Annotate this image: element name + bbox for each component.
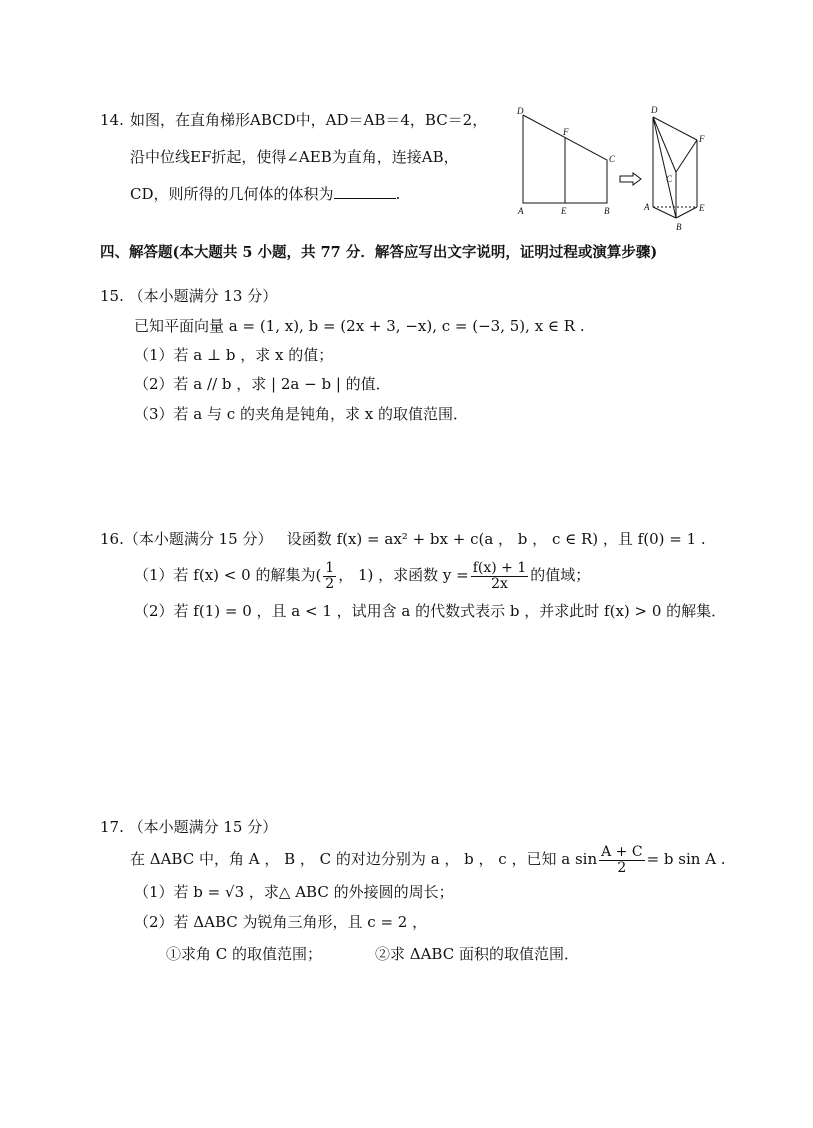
q17-part2b: ②求 ΔABC 面积的取值范围． [375,945,579,963]
q16-part1-mid: ， 1) ，求函数 y = [338,566,469,584]
q14-line3 [130,184,400,204]
q17-title: 17. （本小题满分 15 分） [100,818,278,836]
label-D: D [517,106,524,116]
fraction-ac-den: 2 [617,859,627,876]
trapezoid-figure [510,100,620,220]
q17-intro [130,842,726,876]
label-E2: E [699,203,705,213]
folded-solid-figure [640,100,720,235]
label-E: E [561,206,567,216]
q14-line3-text: CD，则所得的几何体的体积为 [130,185,334,203]
fraction-half [323,561,336,592]
label-F: F [563,127,569,137]
q16-part1-post: 的值域； [530,566,591,584]
q17-part2a: ①求角 C 的取值范围； [166,945,323,963]
q17-intro-post: = b sin A . [646,850,726,868]
q14-line3-end: . [395,185,401,203]
q16-header [100,529,706,549]
answer-blank [334,184,396,199]
q15-intro: 已知平面向量 a = (1, x), b = (2x + 3, −x), c = (−3, 5), x ∈ R . [134,317,585,335]
q15-part1: （1）若 a ⊥ b ，求 x 的值； [134,346,334,364]
label-A: A [518,206,524,216]
q17-part1: （1）若 b = √3 ，求△ ABC 的外接圆的周长； [134,883,454,901]
label-D2: D [651,105,658,115]
q15-part2: （2）若 a // b ，求 | 2a − b | 的值． [134,375,391,393]
label-B2: B [676,222,682,232]
q16-intro: 设函数 f(x) = ax² + bx + c(a ， b ， c ∈ R) ，且 f(0) = 1 . [286,530,706,548]
q16-part1-pre: （1）若 f(x) < 0 的解集为( [134,566,322,584]
fraction-half-den: 2 [325,575,335,592]
q17-part2: （2）若 ΔABC 为锐角三角形，且 c = 2 ， [134,913,428,931]
q16-part2: （2）若 f(1) = 0 ，且 a < 1 ，试用含 a 的代数式表示 b ，并求此时 f(x) > 0 的解集． [134,602,727,620]
fraction-ac [599,845,644,876]
label-F2: F [699,134,705,144]
section-heading: 四、解答题(本大题共 5 小题，共 77 分．解答应写出文字说明，证明过程或演算步骤) [100,244,658,261]
fraction-fx [471,561,529,592]
q14-line1: 如图，在直角梯形ABCD中，AD＝AB＝4，BC＝2， [130,111,488,129]
q17-intro-pre: 在 ΔABC 中，角 A ， B ， C 的对边分别为 a ， b ， c ，已知 a sin [130,850,598,868]
q14-number: 14. [100,111,124,129]
q16-title: 16.（本小题满分 15 分） [100,530,273,548]
q14-line2: 沿中位线EF折起，使得∠AEB为直角，连接AB， [130,148,459,166]
label-B: B [604,206,610,216]
label-A2: A [644,202,650,212]
label-C2: C [666,174,673,184]
fraction-fx-num: f(x) + 1 [472,559,527,576]
q16-part1 [134,558,590,592]
q15-title: 15. （本小题满分 13 分） [100,287,278,305]
label-C: C [609,154,616,164]
fraction-half-num: 1 [325,559,335,576]
fraction-fx-den: 2x [491,575,508,592]
fraction-ac-num: A + C [601,843,643,860]
q15-part3: （3）若 a 与 c 的夹角是钝角，求 x 的取值范围． [134,405,468,423]
